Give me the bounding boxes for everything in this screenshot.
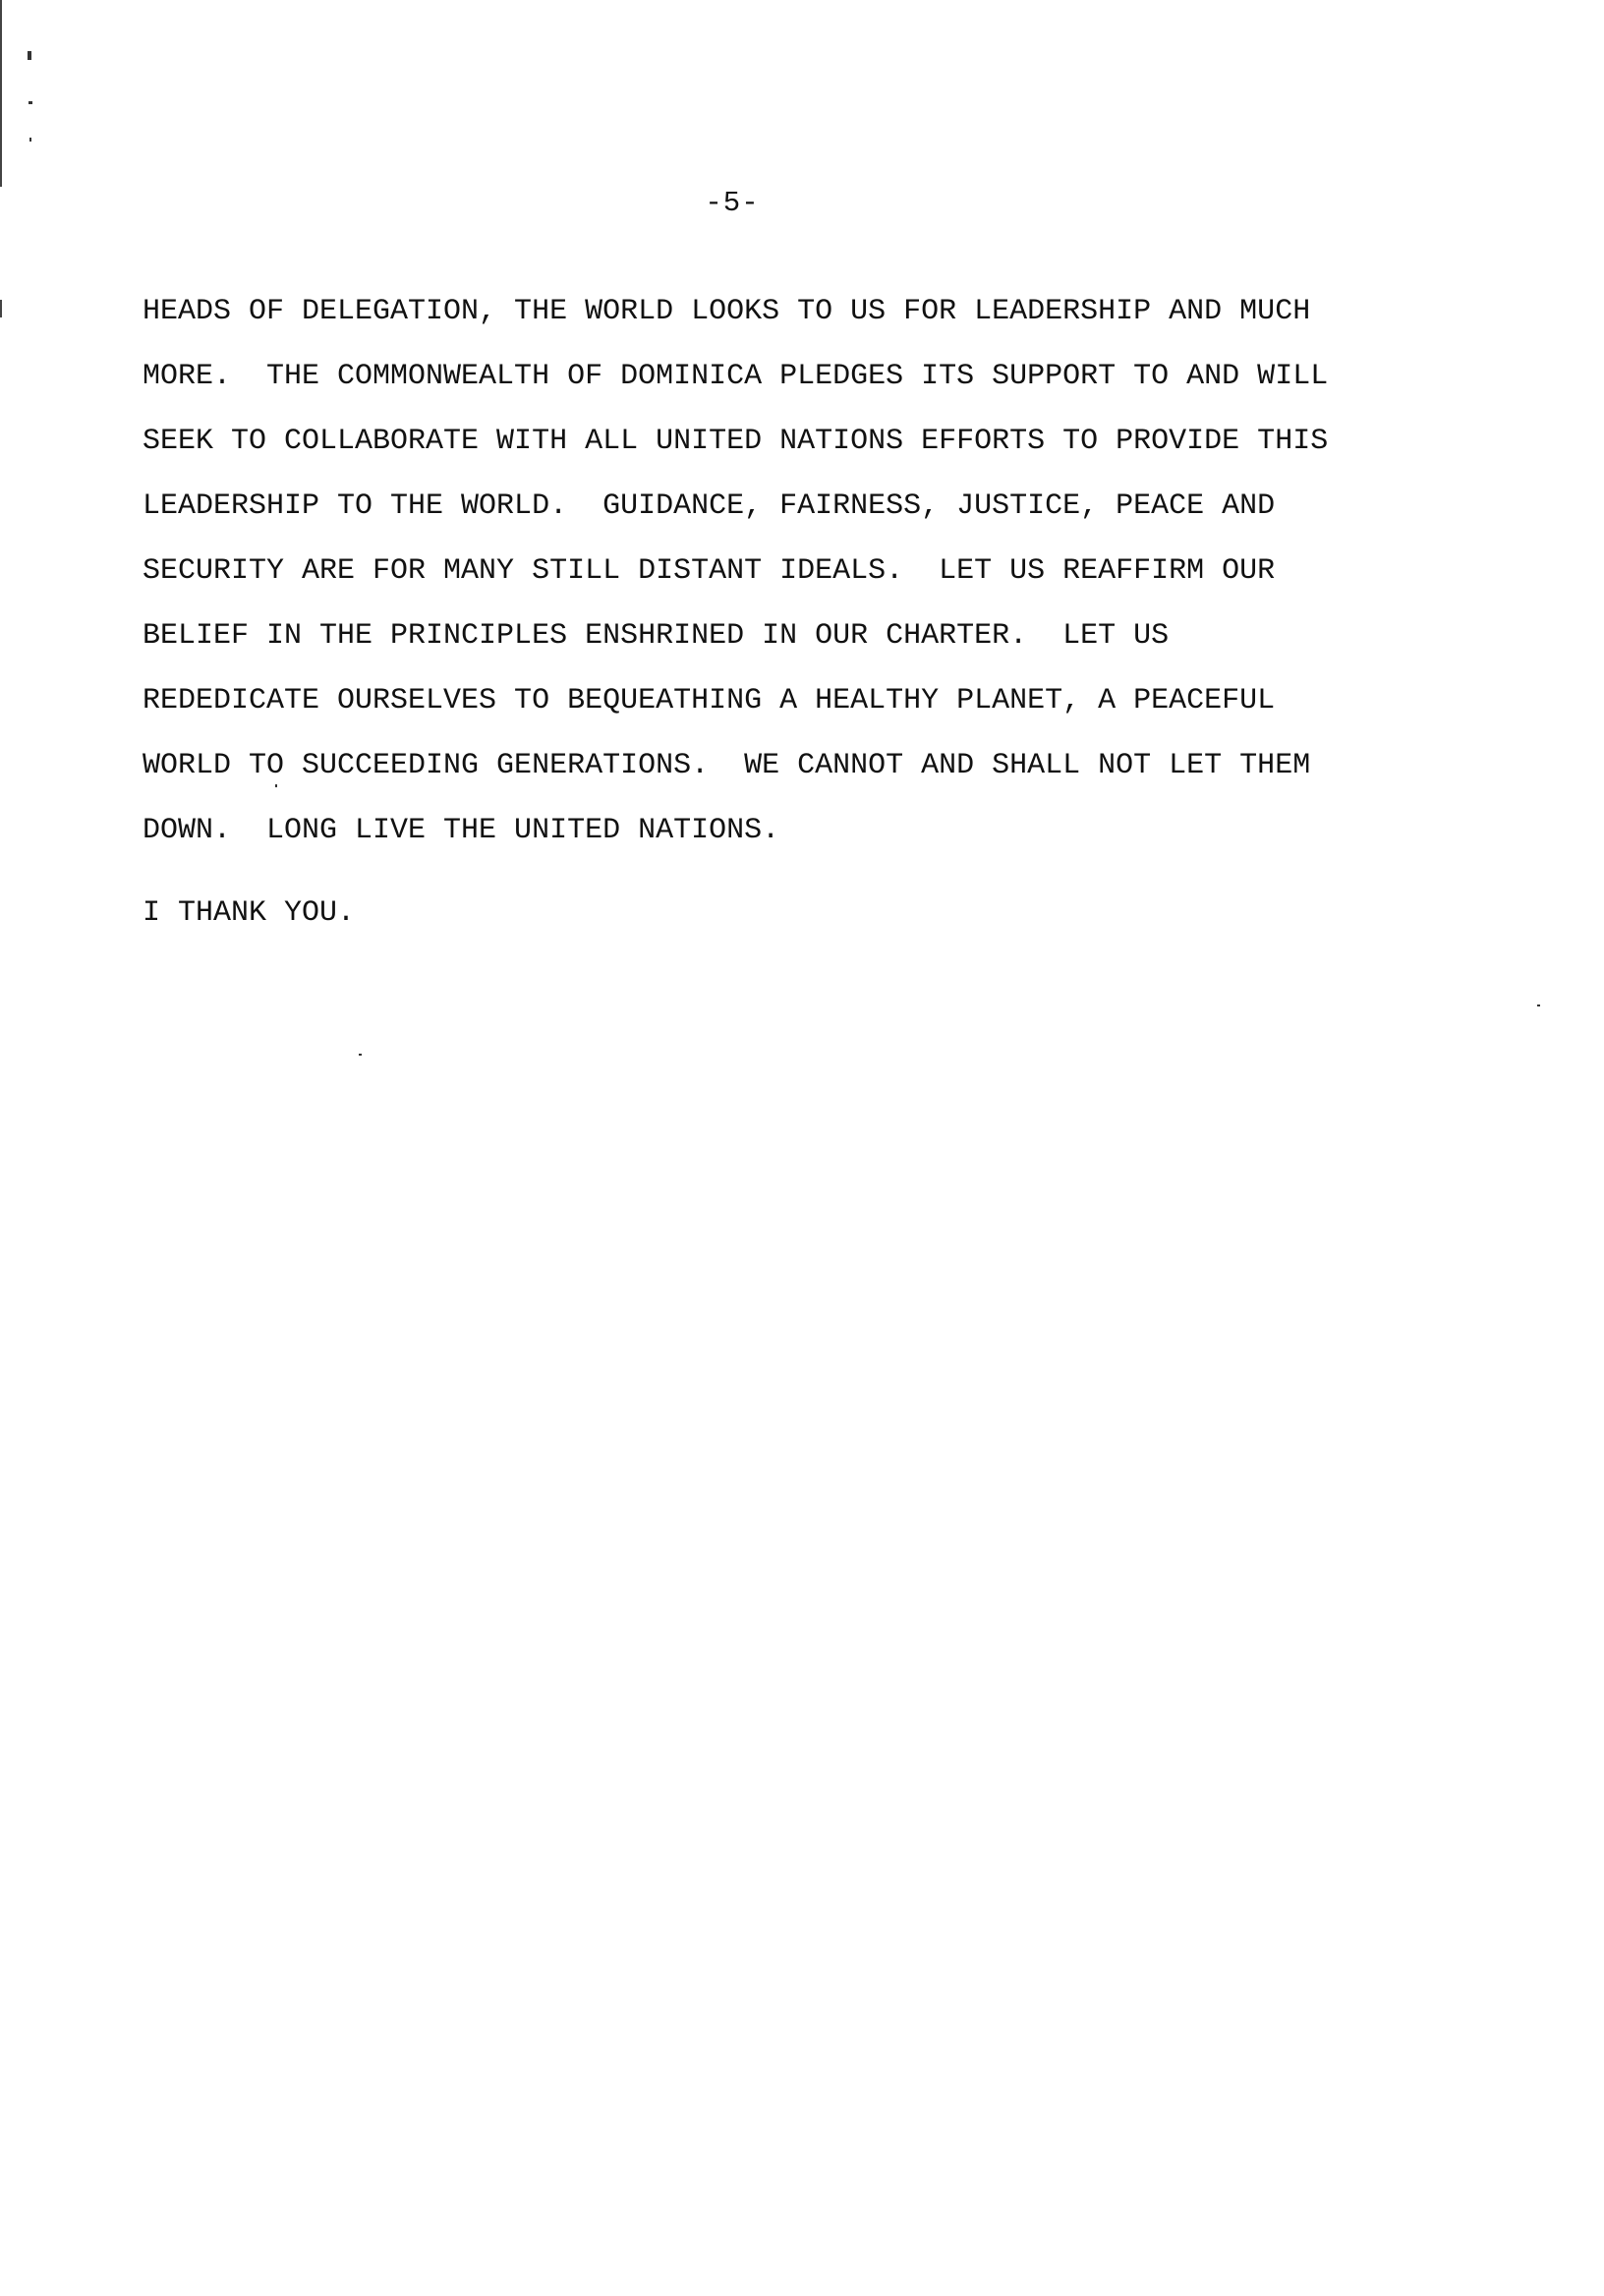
- scan-speck: [29, 138, 31, 142]
- paragraph-line: BELIEF IN THE PRINCIPLES ENSHRINED IN OUR CHARTER. LET US: [143, 619, 1170, 653]
- page-number: -5-: [705, 187, 760, 219]
- scan-speck: [359, 1054, 362, 1056]
- paragraph-line: DOWN. LONG LIVE THE UNITED NATIONS.: [143, 814, 780, 847]
- scan-speck: [29, 101, 32, 104]
- scan-speck: [1537, 1004, 1540, 1006]
- speech-paragraph: [143, 279, 1518, 863]
- paragraph-line: LEADERSHIP TO THE WORLD. GUIDANCE, FAIRNESS, JUSTICE, PEACE AND: [143, 489, 1276, 523]
- paragraph-line: MORE. THE COMMONWEALTH OF DOMINICA PLEDGES ITS SUPPORT TO AND WILL: [143, 360, 1329, 393]
- paragraph-line: WORLD TO SUCCEEDING GENERATIONS. WE CANNOT AND SHALL NOT LET THEM: [143, 749, 1311, 782]
- scan-margin-line-lower: [0, 300, 2, 317]
- paragraph-line: REDEDICATE OURSELVES TO BEQUEATHING A HEALTHY PLANET, A PEACEFUL: [143, 684, 1276, 718]
- scan-speck: [28, 51, 31, 60]
- paragraph-line: SECURITY ARE FOR MANY STILL DISTANT IDEALS. LET US REAFFIRM OUR: [143, 554, 1276, 588]
- closing-line: I THANK YOU.: [143, 896, 356, 930]
- paragraph-line: HEADS OF DELEGATION, THE WORLD LOOKS TO US FOR LEADERSHIP AND MUCH: [143, 295, 1311, 328]
- scan-margin-line: [0, 0, 2, 187]
- paragraph-line: SEEK TO COLLABORATE WITH ALL UNITED NATIONS EFFORTS TO PROVIDE THIS: [143, 425, 1329, 458]
